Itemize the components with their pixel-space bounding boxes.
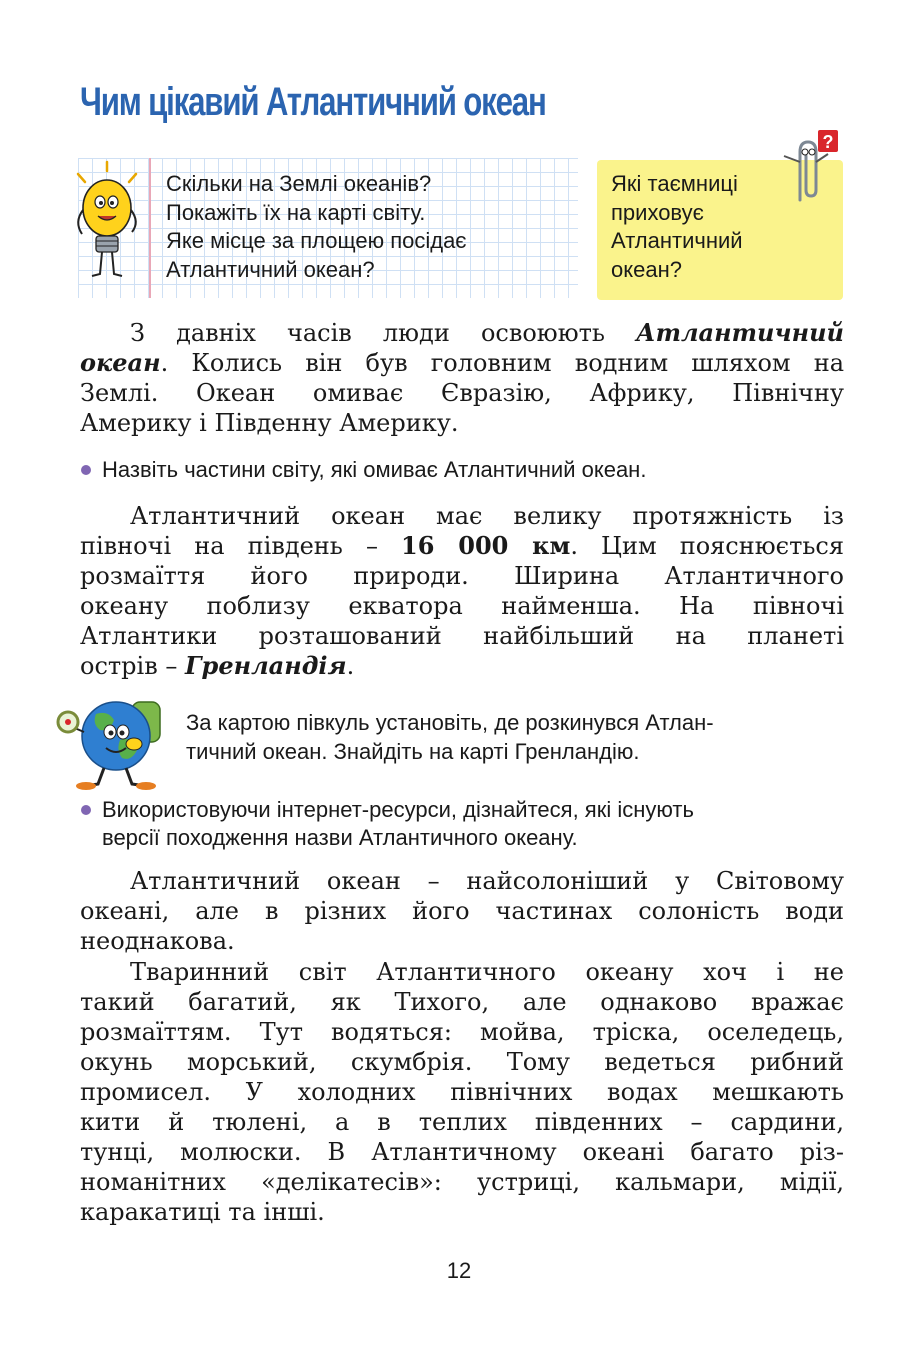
margin-line xyxy=(149,158,151,298)
bullet-text: Використовуючи інтернет-ресурси, дізнайтеся, які існують xyxy=(102,797,694,822)
task-line: За картою півкуль установіть, де розкинувся Атлан- xyxy=(186,710,714,735)
sticky-line: Атлантичний xyxy=(611,228,743,253)
term-ocean: океан xyxy=(80,348,161,377)
text-line: океану поблизу екватора найменша. На півночі xyxy=(80,592,844,620)
bullet-text: версії походження назви Атлантичного океану. xyxy=(102,825,578,850)
text-line: неоднакова. xyxy=(80,927,235,955)
text-line: промисел. У холодних північних водах мешкають xyxy=(80,1078,844,1106)
text-run: півночі на південь – xyxy=(80,532,402,560)
intro-questions xyxy=(166,170,467,284)
question-line: Атлантичний океан? xyxy=(166,256,375,282)
text-line: розмаїттям. Тут водяться: мойва, тріска, оселедець, xyxy=(80,1018,844,1046)
sticky-note-text xyxy=(611,170,743,284)
page-number: 12 xyxy=(446,1258,472,1283)
text-line: Тваринний світ Атлантичного океану хоч і не xyxy=(130,958,844,986)
text-line: Америку і Південну Америку. xyxy=(80,409,459,437)
paragraph-4 xyxy=(80,957,844,1227)
svg-text:?: ? xyxy=(822,132,834,152)
text-run: . xyxy=(346,652,355,680)
text-run: З давніх часів люди освоюють xyxy=(130,319,637,347)
text-line: Атлантики розташований найбільший на планеті xyxy=(80,622,844,650)
bullet-dot xyxy=(81,465,91,475)
text-line: номанітних «делікатесів»: устриці, кальмари, мідії, xyxy=(80,1168,844,1196)
text-run: . Колись він був головним водним шляхом на xyxy=(160,349,844,377)
term-greenland: Гренландія xyxy=(184,651,347,680)
paragraph-2 xyxy=(80,501,844,681)
text-line: розмаїття його природи. Ширина Атлантичного xyxy=(80,562,844,590)
text-line: кити й тюлені, а в теплих південних – сардини, xyxy=(80,1108,844,1136)
question-line: Скільки на Землі океанів? xyxy=(166,171,432,196)
globe-mascot-icon xyxy=(56,692,176,792)
bullet-text: Назвіть частини світу, які омиває Атлантичний океан. xyxy=(102,457,647,482)
text-line: Атлантичний океан має велику протяжність із xyxy=(130,502,844,530)
text-run: острів – xyxy=(80,652,185,680)
question-line: Яке місце за площею посідає xyxy=(166,228,467,253)
bullet-dot xyxy=(81,805,91,815)
sticky-line: Які таємниці xyxy=(611,171,738,196)
term-atlantic: Атлантичний xyxy=(636,318,844,347)
page-title: Чим цікавий Атлантичний океан xyxy=(80,80,546,124)
text-run: . Цим пояснюється xyxy=(570,532,844,560)
sticky-line: океан? xyxy=(611,256,682,282)
text-line: Землі. Океан омиває Євразію, Африку, Північну xyxy=(80,379,844,407)
text-line: окунь морський, скумбрія. Тому ведеться рибний xyxy=(80,1048,844,1076)
sticky-line: приховує xyxy=(611,199,704,225)
task-line: тичний океан. Знайдіть на карті Гренландію. xyxy=(186,739,640,764)
paragraph-3 xyxy=(80,866,844,956)
text-line: океані, але в різних його частинах солоність води xyxy=(80,897,844,925)
text-line: тунці, молюски. В Атлантичному океані багато різ- xyxy=(80,1138,844,1166)
paragraph-1 xyxy=(80,318,844,438)
text-line: Атлантичний океан – найсолоніший у Світовому xyxy=(130,867,844,895)
text-line: такий багатий, як Тихого, але однаково вражає xyxy=(80,988,844,1016)
question-line: Покажіть їх на карті світу. xyxy=(166,199,426,225)
map-task xyxy=(186,708,714,766)
lightbulb-mascot-icon xyxy=(72,160,142,282)
paperclip-question-icon xyxy=(770,128,842,208)
text-line: каракатиці та інші. xyxy=(80,1198,325,1226)
length-value: 16 000 км xyxy=(401,531,571,560)
